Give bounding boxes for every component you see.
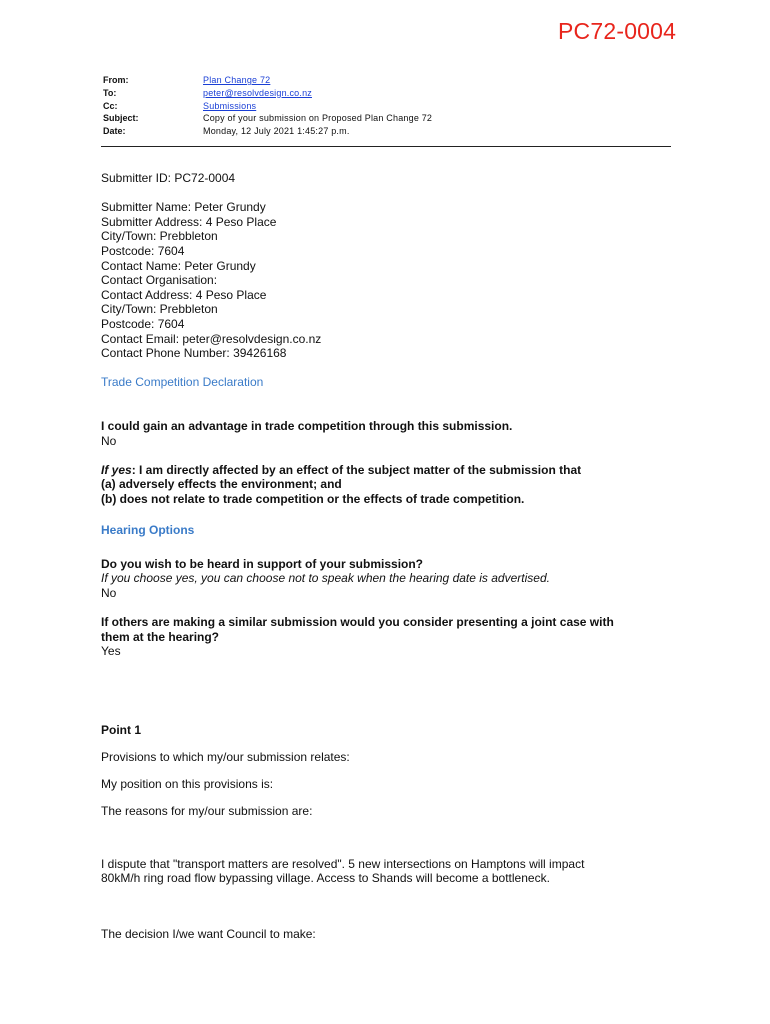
submitter-city: City/Town: Prebbleton — [101, 229, 218, 244]
hearing-answer-2: Yes — [101, 644, 121, 659]
cc-label: Cc: — [103, 100, 118, 111]
hearing-question-2-line-1: If others are making a similar submission would you consider presenting a joint case with — [101, 615, 614, 630]
to-link[interactable]: peter@resolvdesign.co.nz — [203, 87, 312, 98]
contact-organisation: Contact Organisation: — [101, 273, 218, 288]
submitter-address: Submitter Address: 4 Peso Place — [101, 214, 277, 229]
contact-email: Contact Email: peter@resolvdesign.co.nz — [101, 331, 322, 346]
contact-city: City/Town: Prebbleton — [101, 302, 218, 317]
trade-question: I could gain an advantage in trade competition through this submission. — [101, 419, 513, 434]
subject-label: Subject: — [103, 113, 139, 124]
contact-address: Contact Address: 4 Peso Place — [101, 287, 267, 302]
to-label: To: — [103, 87, 117, 98]
email-header — [103, 74, 673, 138]
date-value: Monday, 12 July 2021 1:45:27 p.m. — [203, 126, 350, 137]
trade-line-b: (b) does not relate to trade competition or the effects of trade competition. — [101, 492, 525, 507]
date-label: Date: — [103, 126, 126, 137]
submission-body — [101, 171, 671, 942]
subject-value: Copy of your submission on Proposed Plan Change 72 — [203, 113, 433, 124]
header-date-row — [103, 125, 673, 138]
trade-answer: No — [101, 433, 117, 448]
trade-heading: Trade Competition Declaration — [101, 375, 264, 390]
page-id-stamp: PC72-0004 — [558, 18, 677, 44]
header-from-row — [103, 74, 673, 87]
header-divider — [101, 146, 671, 147]
submitter-postcode: Postcode: 7604 — [101, 243, 185, 258]
cc-link[interactable]: Submissions — [203, 100, 257, 111]
hearing-question-2-line-2: them at the hearing? — [101, 629, 220, 644]
trade-line-a: (a) adversely effects the environment; and — [101, 477, 342, 492]
reason-line-1: I dispute that "transport matters are resolved". 5 new intersections on Hamptons will impact — [101, 856, 585, 871]
header-cc-row — [103, 100, 673, 113]
point-position: My position on this provisions is: — [101, 777, 274, 792]
if-yes-statement — [101, 463, 671, 478]
contact-postcode: Postcode: 7604 — [101, 316, 185, 331]
contact-name: Contact Name: Peter Grundy — [101, 258, 256, 273]
from-link[interactable]: Plan Change 72 — [203, 75, 271, 85]
from-label: From: — [103, 75, 129, 85]
hearing-note-1: If you choose yes, you can choose not to speak when the hearing date is advertised. — [101, 571, 550, 586]
submitter-name: Submitter Name: Peter Grundy — [101, 200, 266, 215]
point-title: Point 1 — [101, 723, 142, 737]
if-yes-label: If yes — [101, 462, 132, 477]
reason-line-2: 80kM/h ring road flow bypassing village. Access to Shands will become a bottleneck. — [101, 871, 550, 886]
point-reasons: The reasons for my/our submission are: — [101, 804, 313, 819]
contact-phone: Contact Phone Number: 39426168 — [101, 346, 287, 361]
hearing-heading: Hearing Options — [101, 523, 195, 538]
point-provisions: Provisions to which my/our submission relates: — [101, 750, 350, 765]
header-subject-row — [103, 112, 673, 125]
point-decision: The decision I/we want Council to make: — [101, 927, 316, 942]
submitter-id: Submitter ID: PC72-0004 — [101, 171, 236, 185]
header-to-row — [103, 87, 673, 100]
hearing-question-1: Do you wish to be heard in support of your submission? — [101, 556, 424, 571]
if-yes-text: : I am directly affected by an effect of the subject matter of the submission that — [131, 462, 582, 477]
hearing-answer-1: No — [101, 586, 117, 601]
